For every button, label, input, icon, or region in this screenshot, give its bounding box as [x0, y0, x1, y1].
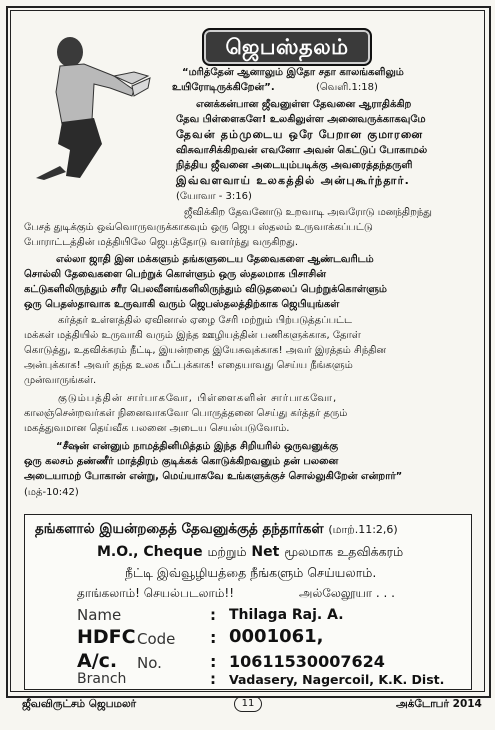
name-colon: : — [210, 606, 216, 624]
page-title: ஜெபஸ்தலம் — [225, 35, 349, 59]
payment-via: மூலமாக உதவிக்கரம் — [284, 544, 404, 559]
branch-colon: : — [210, 670, 216, 688]
account-no-label: No. — [137, 654, 162, 672]
payment-methods-line — [97, 544, 403, 561]
para1-line1: எனக்கன்பான ஜீவனுள்ள தேவனை ஆராதிக்கிற — [196, 99, 412, 110]
scripture-line2: ஒரு கலசம் தண்ணீர் மாத்திரம் குடிக்கக் கொடுக்கிறவனும் தன் பலனை — [24, 456, 339, 467]
footer-page-number: 11 — [234, 696, 262, 712]
para4-line5: முன்வாருங்கள். — [24, 375, 97, 386]
opening-quote-line1: “மரித்தேன் ஆனாலும் இதோ சதா காலங்களிலும் — [182, 67, 404, 78]
bank-label: HDFC — [77, 626, 136, 648]
para1-ref: (யோவா - 3:16) — [176, 191, 252, 202]
scripture-line3: அடையாமற் போகான் என்று, மெய்யாகவே உங்களுக்குச் சொல்லுகிறேன் என்றார்” — [24, 471, 403, 482]
para4-line1: கர்த்தர் உள்ளத்தில் ஏவினால் ஏழை சேரி மற்றும் பிற்படுத்தப்பட்ட — [58, 315, 352, 326]
name-label: Name — [77, 606, 122, 624]
panel-line4: தாங்கலாம்! செயல்படலாம்!! — [77, 586, 235, 600]
para1-line2: தேவ பிள்ளைகளே! உலகிலுள்ள அனைவருக்காகவுமே — [176, 114, 426, 125]
para3-line3: கட்டுகளிலிருந்தும் சரீர பெலவீனங்களிலிருந்தும் விடுதலைப் பெற்றுக்கொள்ளும் — [24, 284, 387, 295]
panel-line3: நீட்டி இவ்வூழியத்தை நீங்களும் செய்யலாம். — [125, 565, 377, 580]
scripture-line1: “சீஷன் என்னும் நாமத்தினிமித்தம் இந்த சிறியரில் ஒருவனுக்கு — [56, 441, 339, 452]
para4-line4: அன்புக்காக! அவர் தந்த உலக மீட்புக்காக! எதையாவது செய்ய நீங்களும் — [24, 360, 353, 371]
account-label: A/c. — [77, 650, 118, 672]
para4-line2: மக்கள் மத்தியில் உருவாகி வரும் இந்த ஊழியத்தின் பணிகளுக்காக, தோள் — [24, 330, 361, 341]
panel-title — [35, 521, 398, 539]
payment-and: மற்றும் — [207, 544, 247, 559]
account-value: 10611530007624 — [229, 652, 385, 671]
code-colon: : — [210, 628, 217, 647]
donation-panel — [24, 514, 472, 690]
payment-net: Net — [251, 544, 280, 560]
name-value: Thilaga Raj. A. — [229, 607, 344, 623]
para3-line4: ஒரு பெதஸ்தாவாக உருவாகி வரும் ஜெபஸ்தலத்திற்காக ஜெபியுங்கள் — [24, 299, 340, 310]
para1-line5: நித்திய ஜீவனை அடையும்படிக்கு அவரைத்தந்தருளி — [176, 160, 413, 171]
para1-line3: தேவன் தம்முடைய ஒரே பேறான குமாரனை — [176, 128, 424, 141]
para2-line3: போராட்டத்தின் மத்தியிலே ஜெபத்தோடு வளர்ந்து வருகிறது. — [24, 237, 299, 248]
para5-line3: மகத்துவமான தெய்வீக பலனை அடைய செயல்படுவோம். — [24, 423, 290, 434]
scripture-ref: (மத்-10:42) — [24, 487, 79, 498]
footer-issue-date: அக்டோபர் 2014 — [396, 698, 482, 710]
panel-title-text: தங்களால் இயன்றதைத் தேவனுக்குத் தந்தார்கள் — [35, 521, 324, 537]
para5-line1: குடும்பத்தின் சார்பாகவோ, பிள்ளைகளின் சார்பாகவோ, — [58, 393, 338, 404]
bank-code-label: Code — [137, 630, 176, 648]
code-value: 0001061, — [229, 626, 324, 647]
para1-line6: இவ்வளவாய் உலகத்தில் அன்புகூர்ந்தார். — [176, 174, 411, 187]
para1-line4: விசுவாசிக்கிறவன் எவனோ அவன் கெட்டுப் போகாமல் — [176, 145, 428, 156]
branch-value: Vadasery, Nagercoil, K.K. Dist. — [229, 672, 445, 687]
payment-mo-cheque: M.O., Cheque — [97, 544, 203, 560]
para5-line2: காலஞ்சென்றவர்கள் நினைவாகவோ பொருத்தனை செய்து கர்த்தர் தரும் — [24, 408, 348, 419]
panel-hallelujah: அல்லேலூயா . . . — [299, 586, 395, 600]
panel-title-ref: (மாற்.11:2,6) — [328, 523, 398, 536]
opening-quote-line2: உயிரோடிருக்கிறேன்”. — [172, 82, 275, 93]
footer-magazine-name: ஜீவவிருட்சம் ஜெபமலர் — [22, 698, 137, 710]
title-banner — [202, 28, 372, 66]
para2-line1: ஜீவிக்கிற தேவனோடு உறவாடி அவரோடு மனந்திறந்து — [184, 207, 432, 218]
para2-line2: பேசத் துடிக்கும் ஒவ்வொருவருக்காகவும் ஒரு ஜெப ஸ்தலம் உருவாக்கப்பட்டு — [24, 222, 373, 233]
praying-figure-illustration — [22, 32, 162, 182]
opening-quote-ref: (வெளி.1:18) — [316, 82, 378, 93]
account-colon: : — [210, 652, 217, 671]
branch-label: Branch — [77, 671, 127, 687]
para4-line3: கொடுத்து, உதவிக்கரம் நீட்டி, இயன்றதை இயேசுவுக்காக! அவர் இரத்தம் சிந்தின — [24, 345, 387, 356]
para3-line2: சொல்லி தேவைகளை பெற்றுக் கொள்ளும் ஒரு ஸ்தலமாக பிசாசின் — [24, 269, 326, 280]
para3-line1: எல்லா ஜாதி இன மக்களும் தங்களுடைய தேவைகளை ஆண்டவரிடம் — [56, 254, 374, 265]
